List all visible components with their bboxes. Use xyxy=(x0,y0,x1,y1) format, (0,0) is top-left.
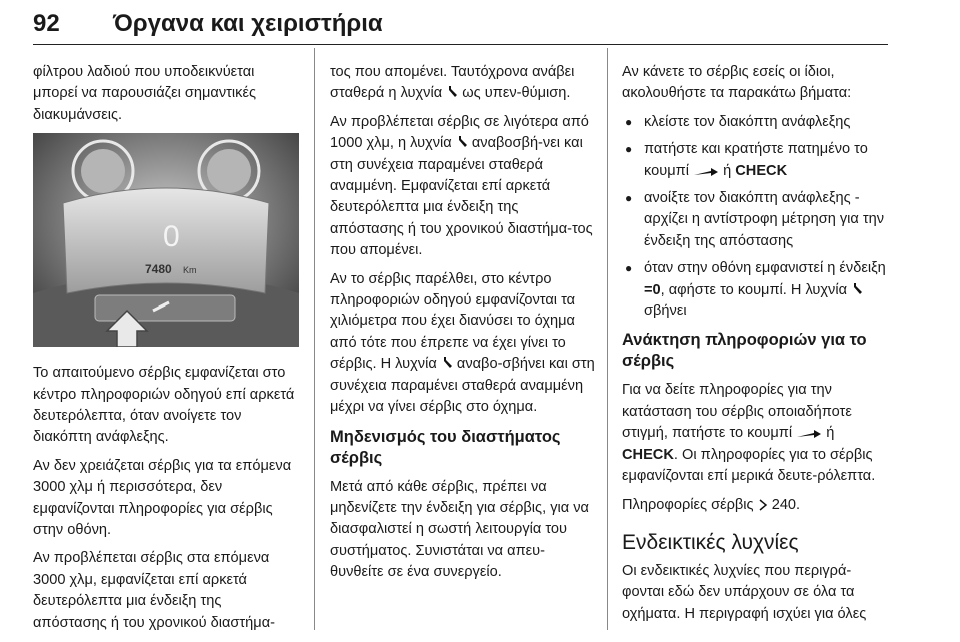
list-item: ● ανοίξτε τον διακόπτη ανάφλεξης - αρχίζει η αντίστροφη μέτρηση για την ένδειξη της απόστασης xyxy=(622,188,890,252)
column-right xyxy=(622,62,890,632)
trip-button-icon xyxy=(796,427,822,439)
service-wrench-icon xyxy=(446,85,458,99)
paragraph: Αν προβλέπεται σέρβις στα επόμενα 3000 χλμ, εμφανίζεται επί αρκετά δευτερόλεπτα μια ένδειξη της απόστασης ή του χρονικού διαστήμα- xyxy=(33,550,276,631)
paragraph: Μετά από κάθε σέρβις, πρέπει να μηδενίζετε την ένδειξη για σέρβις, για να διασφαλιστεί η σωστή λειτουργία του συστήματος. Συνιστάται να απευ-θυνθείτε σε ένα συνεργείο. xyxy=(330,478,589,581)
column-divider xyxy=(607,48,608,630)
paragraph: Το απαιτούμενο σέρβις εμφανίζεται στο κέντρο πληροφοριών οδηγού επί αρκετά δευτερόλεπτα, όταν ανοίγετε τον διακόπτη ανάφλεξης. xyxy=(33,365,295,446)
odometer-unit: Km xyxy=(183,265,197,276)
page-reference-link[interactable]: 240. xyxy=(771,496,801,513)
instrument-cluster-photo xyxy=(33,133,299,347)
trip-button-icon xyxy=(693,165,719,177)
odometer-readout: 7480 xyxy=(145,262,172,277)
page-number: 92 xyxy=(33,10,60,37)
column-middle xyxy=(330,62,596,591)
service-wrench-icon xyxy=(851,282,863,296)
paragraph: Αν δεν χρειάζεται σέρβις για τα επόμενα 3000 χλμ ή περισσότερα, δεν εμφανίζονται πληροφορίες για σέρβις στην οθόνη. xyxy=(33,457,292,539)
paragraph: Πληροφορίες σέρβις 240. xyxy=(622,496,801,513)
section-heading-large: Ενδεικτικές λυχνίες xyxy=(622,530,799,554)
column-left xyxy=(33,62,299,641)
steps-list xyxy=(622,112,890,323)
list-item: ● πατήστε και κρατήστε πατημένο το κουμπί ή CHECK xyxy=(622,139,890,182)
column-divider xyxy=(314,48,315,630)
list-item: ● όταν στην οθόνη εμφανιστεί η ένδειξη =0, αφήστε το κουμπί. Η λυχνία σβήνει xyxy=(622,258,890,322)
service-wrench-icon xyxy=(456,135,468,149)
section-heading: Ανάκτηση πληροφοριών για το σέρβις xyxy=(622,331,867,371)
speed-readout: 0 xyxy=(163,220,180,254)
service-wrench-icon xyxy=(441,356,453,370)
paragraph: Οι ενδεικτικές λυχνίες που περιγρά-φονται εδώ δεν υπάρχουν σε όλα τα οχήματα. Η περιγραφή ισχύει για όλες xyxy=(622,562,867,622)
paragraph: τος που απομένει. Ταυτόχρονα ανάβει σταθερά η λυχνία ως υπεν-θύμιση. xyxy=(330,64,575,102)
page-reference-icon xyxy=(758,499,768,511)
paragraph: Για να δείτε πληροφορίες για την κατάσταση του σέρβις οποιαδήποτε στιγμή, πατήστε το κουμπί ή CHECK. Οι πληροφορίες για το σέρβις εμφανίζονται επί μερικά δευτε-ρόλεπτα. xyxy=(622,382,876,485)
paragraph: Αν κάνετε το σέρβις εσείς οι ίδιοι, ακολουθήστε τα παρακάτω βήματα: xyxy=(622,64,852,102)
page-header xyxy=(33,6,888,45)
paragraph: Αν προβλέπεται σέρβις σε λιγότερα από 1000 χλμ, η λυχνία αναβοσβή-νει και στη συνέχεια παραμένει σταθερά αναμμένη. Εμφανίζεται επί αρκετά δευτερόλεπτα μια ένδειξη της απόστασης ή του χρονικού διαστήμα-τος που απομένει. xyxy=(330,113,593,259)
page-title: Όργανα και χειριστήρια xyxy=(113,10,383,37)
paragraph: Αν το σέρβις παρέλθει, στο κέντρο πληροφοριών οδηγού εμφανίζονται τα χιλιόμετρα που έχει διανύσει το όχημα από τότε που έπρεπε να έχει γίνει το σέρβις. Η λυχνία αναβο-σβήνει και στη συνέχεια παραμένει σταθερά αναμμένη μέχρι να γίνει σέρβις στο όχημα. xyxy=(330,270,595,416)
section-heading: Μηδενισμός του διαστήματος σέρβις xyxy=(330,427,561,467)
list-item: ● κλείστε τον διακόπτη ανάφλεξης xyxy=(622,112,890,133)
paragraph: φίλτρου λαδιού που υποδεικνύεται μπορεί να παρουσιάζει σημαντικές διακυμάνσεις. xyxy=(33,64,257,123)
